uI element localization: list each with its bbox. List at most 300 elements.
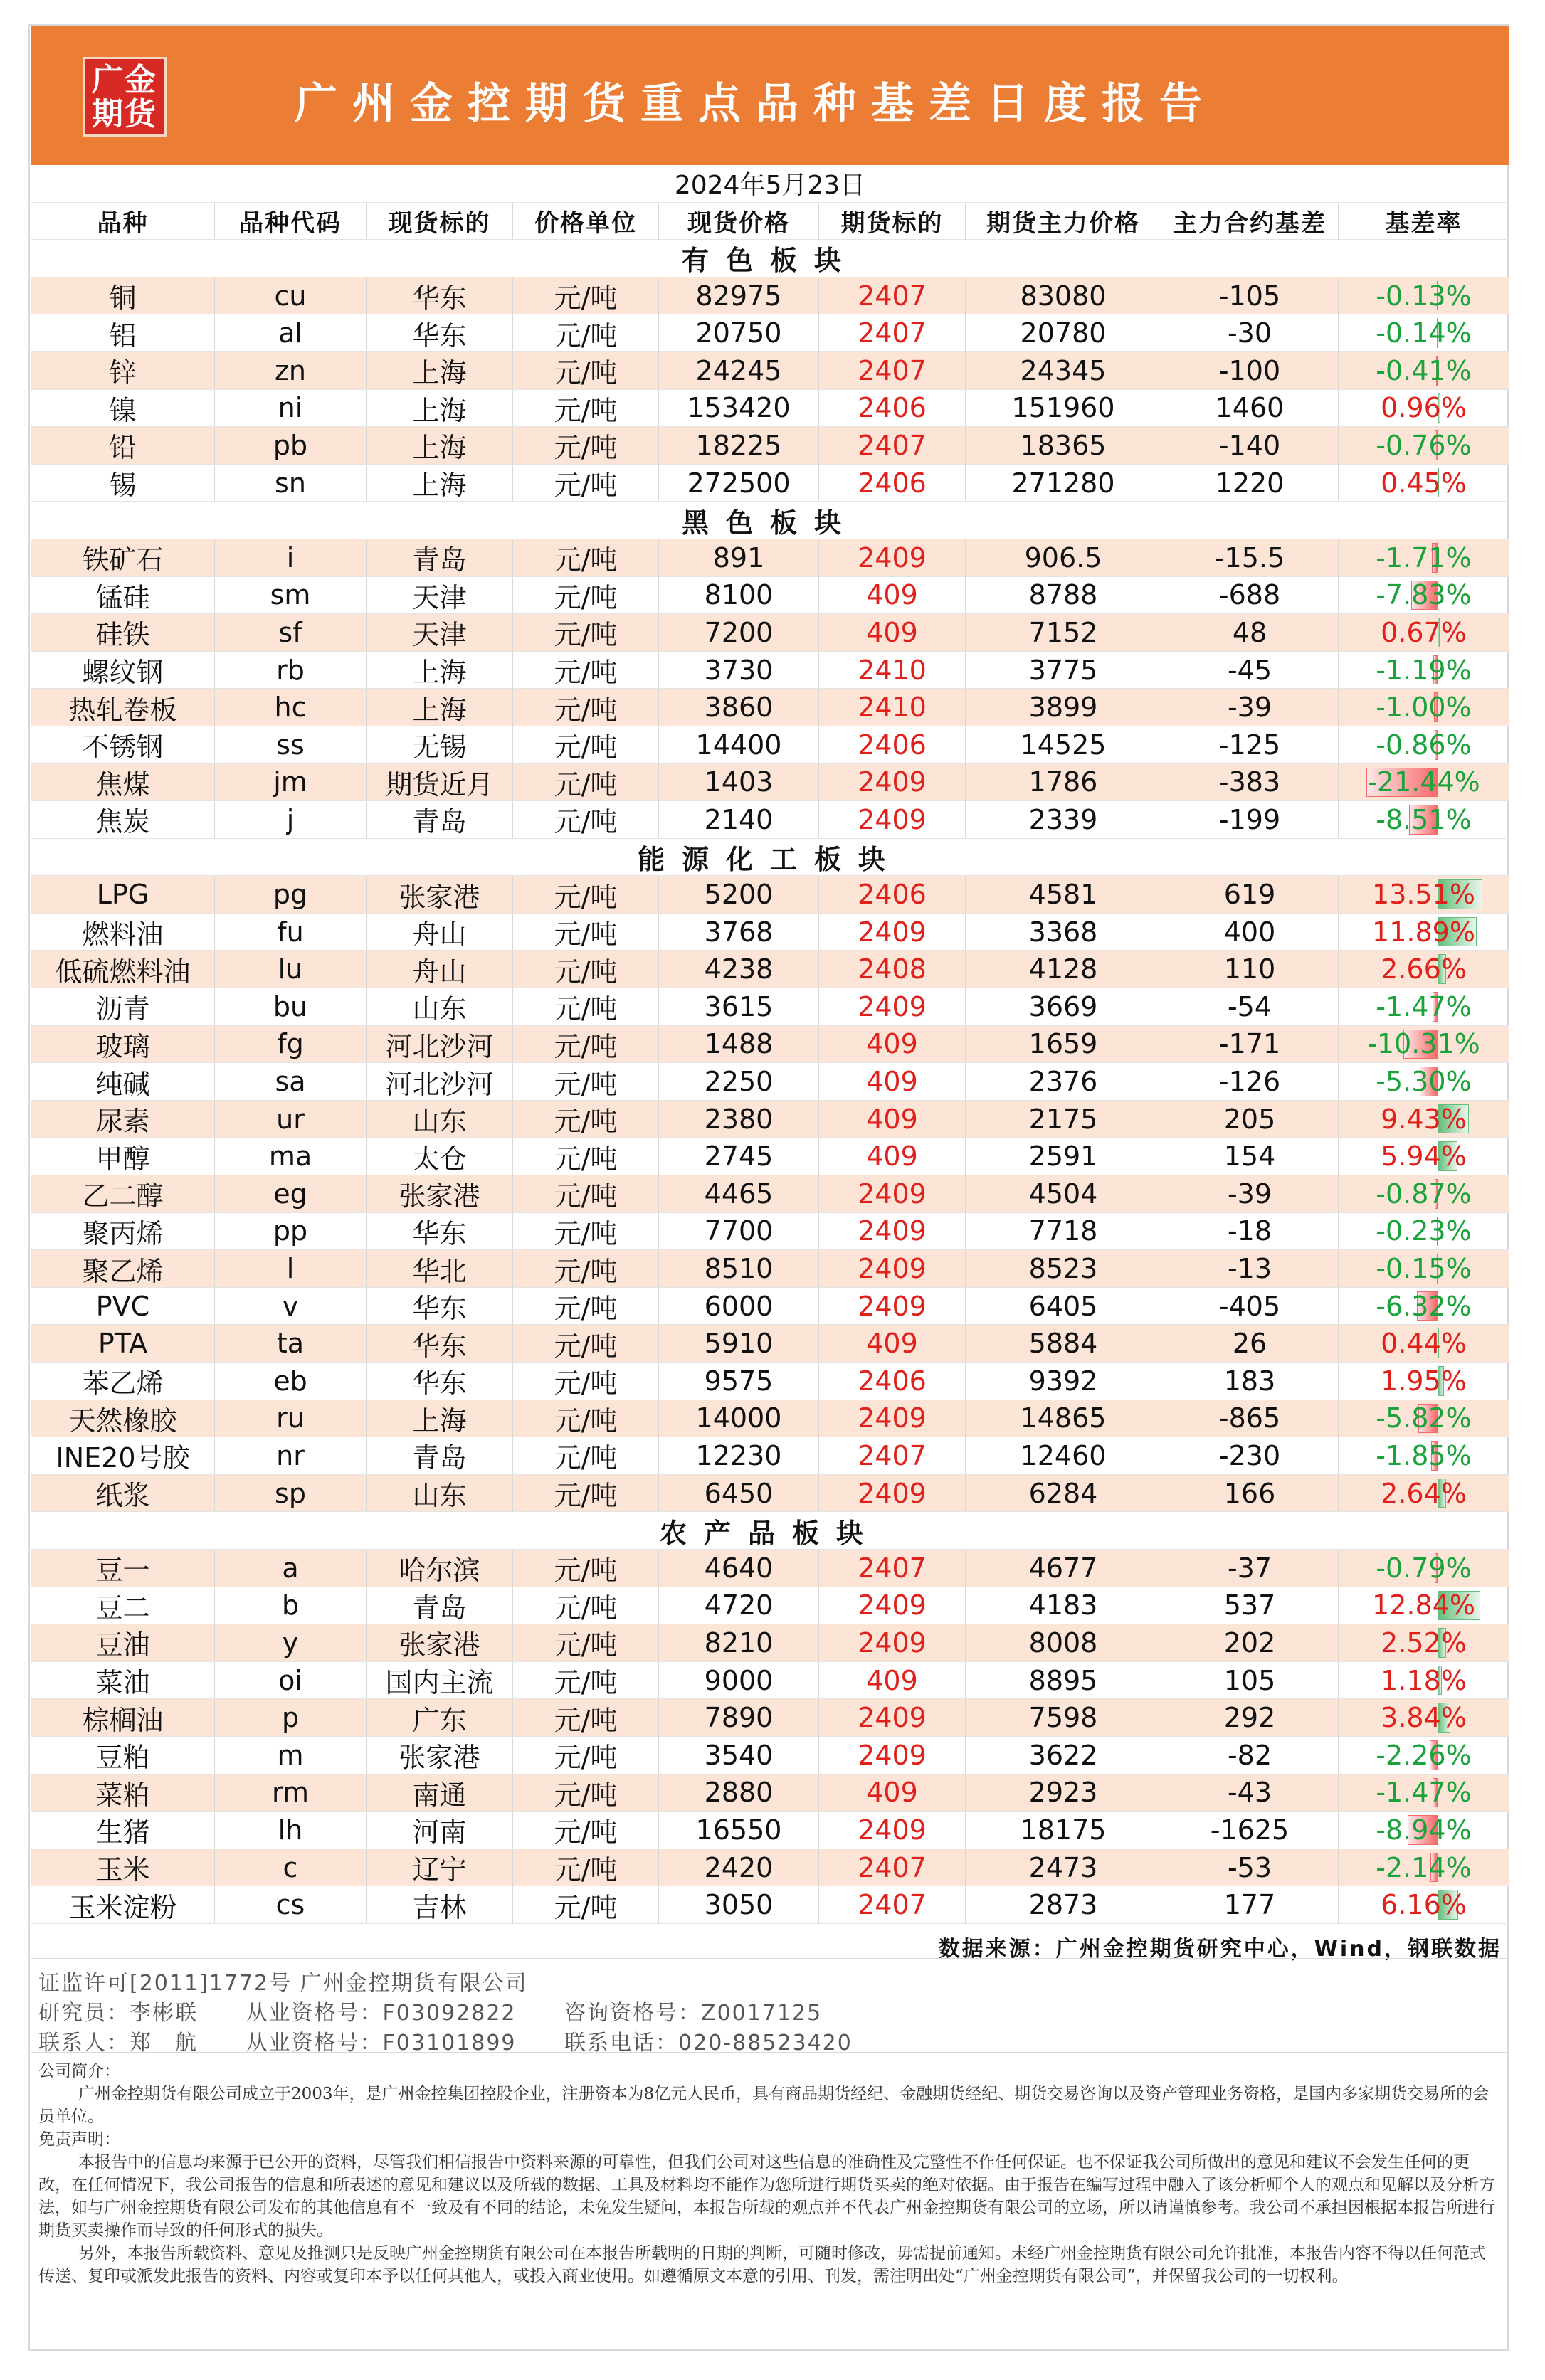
- column-header: 品种: [31, 203, 215, 240]
- cell-unit: 元/吨: [513, 1288, 659, 1325]
- rate-value: 0.67%: [1381, 616, 1467, 648]
- cell-code: oi: [215, 1662, 367, 1699]
- cell-basis: -53: [1161, 1849, 1339, 1886]
- cell-spot: 天津: [367, 614, 513, 651]
- cell-name: 不锈钢: [31, 726, 215, 763]
- table-row: [31, 1587, 1509, 1625]
- cell-contract: 409: [819, 1101, 966, 1138]
- cell-rate: [1339, 764, 1509, 801]
- cell-spot: 张家港: [367, 876, 513, 913]
- cell-name: 聚乙烯: [31, 1250, 215, 1287]
- cell-fut-price: 2591: [966, 1138, 1161, 1175]
- cell-contract: 2409: [819, 539, 966, 576]
- table-row: [31, 1437, 1509, 1475]
- cell-fut-price: 6284: [966, 1475, 1161, 1512]
- cell-unit: 元/吨: [513, 1213, 659, 1250]
- cell-contract: 2406: [819, 465, 966, 502]
- rate-value: -8.51%: [1376, 803, 1472, 835]
- rate-value: 9.43%: [1381, 1103, 1467, 1135]
- rate-value: -0.86%: [1376, 729, 1472, 761]
- cell-basis: -82: [1161, 1737, 1339, 1774]
- cell-basis: -865: [1161, 1400, 1339, 1437]
- cell-rate: [1339, 1699, 1509, 1736]
- cell-name: LPG: [31, 876, 215, 913]
- cell-basis: -105: [1161, 277, 1339, 314]
- cell-spot-price: 2380: [659, 1101, 819, 1138]
- table-row: [31, 876, 1509, 914]
- cell-spot-price: 8100: [659, 577, 819, 614]
- cell-spot-price: 5200: [659, 876, 819, 913]
- cell-basis: 48: [1161, 614, 1339, 651]
- cell-name: 铝: [31, 314, 215, 351]
- table-row: [31, 689, 1509, 726]
- cell-contract: 2408: [819, 951, 966, 988]
- cell-code: sf: [215, 614, 367, 651]
- cell-rate: [1339, 1101, 1509, 1138]
- cell-rate: [1339, 1363, 1509, 1400]
- cell-name: 铅: [31, 427, 215, 464]
- cell-code: ni: [215, 390, 367, 427]
- table-row: [31, 1624, 1509, 1662]
- cell-code: ru: [215, 1400, 367, 1437]
- cell-fut-price: 20780: [966, 314, 1161, 351]
- cell-name: 豆二: [31, 1587, 215, 1624]
- cell-name: 铜: [31, 277, 215, 314]
- cell-contract: 2407: [819, 1550, 966, 1587]
- cell-spot-price: 8510: [659, 1250, 819, 1287]
- cell-basis: 110: [1161, 951, 1339, 988]
- cell-name: 焦煤: [31, 764, 215, 801]
- cell-name: 玉米淀粉: [31, 1886, 215, 1923]
- cell-contract: 2409: [819, 1812, 966, 1849]
- cell-fut-price: 24345: [966, 352, 1161, 389]
- cell-code: y: [215, 1624, 367, 1661]
- cell-rate: [1339, 726, 1509, 763]
- cell-spot-price: 4238: [659, 951, 819, 988]
- table-row: [31, 1400, 1509, 1438]
- cell-spot: 青岛: [367, 1437, 513, 1474]
- cell-name: INE20号胶: [31, 1437, 215, 1474]
- cell-fut-price: 18365: [966, 427, 1161, 464]
- cell-name: 豆一: [31, 1550, 215, 1587]
- cell-contract: 409: [819, 577, 966, 614]
- rate-value: -0.87%: [1376, 1178, 1472, 1210]
- cell-fut-price: 2873: [966, 1886, 1161, 1923]
- cell-code: ma: [215, 1138, 367, 1175]
- cell-spot: 期货近月: [367, 764, 513, 801]
- rate-value: -1.19%: [1376, 654, 1472, 686]
- table-row: [31, 1699, 1509, 1737]
- report-header: [31, 26, 1509, 165]
- rate-value: 2.66%: [1381, 953, 1467, 985]
- cell-unit: 元/吨: [513, 876, 659, 913]
- logo-text-top: 广金: [92, 62, 157, 98]
- cell-unit: 元/吨: [513, 277, 659, 314]
- cell-rate: [1339, 689, 1509, 726]
- cell-spot: 上海: [367, 427, 513, 464]
- rate-value: 6.16%: [1381, 1889, 1467, 1921]
- rate-value: 0.96%: [1381, 392, 1467, 424]
- table-row: [31, 427, 1509, 465]
- cell-basis: -688: [1161, 577, 1339, 614]
- cell-fut-price: 3899: [966, 689, 1161, 726]
- cell-spot: 上海: [367, 652, 513, 689]
- cell-code: sa: [215, 1063, 367, 1100]
- table-row: [31, 914, 1509, 951]
- cell-basis: -199: [1161, 801, 1339, 838]
- cell-code: ur: [215, 1101, 367, 1138]
- rate-value: 2.52%: [1381, 1627, 1467, 1659]
- cell-unit: 元/吨: [513, 1662, 659, 1699]
- cell-contract: 2409: [819, 1699, 966, 1736]
- column-header: 现货价格: [659, 203, 819, 240]
- cell-spot: 华东: [367, 1288, 513, 1325]
- cell-name: 菜油: [31, 1662, 215, 1699]
- researcher-name: 研究员：李彬联: [38, 2001, 198, 2026]
- cell-contract: 409: [819, 614, 966, 651]
- researcher-cert: 从业资格号：F03092822: [246, 2001, 517, 2026]
- cell-unit: 元/吨: [513, 1250, 659, 1287]
- cell-basis: -39: [1161, 1175, 1339, 1212]
- cell-spot: 张家港: [367, 1737, 513, 1774]
- cell-unit: 元/吨: [513, 390, 659, 427]
- cell-name: 锌: [31, 352, 215, 389]
- cell-code: m: [215, 1737, 367, 1774]
- rate-value: 3.84%: [1381, 1702, 1467, 1734]
- cell-spot-price: 9575: [659, 1363, 819, 1400]
- cell-fut-price: 151960: [966, 390, 1161, 427]
- table-row: [31, 577, 1509, 615]
- table-row: [31, 1886, 1509, 1924]
- cell-basis: 400: [1161, 914, 1339, 951]
- section-header: 黑色板块: [31, 502, 1509, 539]
- rate-value: -1.00%: [1376, 692, 1472, 724]
- cell-spot: 河北沙河: [367, 1063, 513, 1100]
- cell-spot: 张家港: [367, 1624, 513, 1661]
- contact-name: 联系人：郑 航: [38, 2031, 198, 2056]
- cell-basis: -171: [1161, 1026, 1339, 1063]
- cell-code: ta: [215, 1325, 367, 1362]
- cell-spot: 张家港: [367, 1175, 513, 1212]
- rate-value: -0.41%: [1376, 354, 1472, 386]
- cell-rate: [1339, 1886, 1509, 1923]
- cell-name: 尿素: [31, 1101, 215, 1138]
- cell-spot: 太仓: [367, 1138, 513, 1175]
- cell-spot: 青岛: [367, 801, 513, 838]
- license-text: 证监许可[2011]1772号 广州金控期货有限公司: [38, 1971, 528, 1996]
- cell-fut-price: 2923: [966, 1775, 1161, 1812]
- cell-unit: 元/吨: [513, 1400, 659, 1437]
- cell-unit: 元/吨: [513, 614, 659, 651]
- table-row: [31, 314, 1509, 352]
- cell-fut-price: 2175: [966, 1101, 1161, 1138]
- cell-code: c: [215, 1849, 367, 1886]
- cell-rate: [1339, 277, 1509, 314]
- logo-text-bottom: 期货: [92, 96, 157, 132]
- cell-code: cu: [215, 277, 367, 314]
- cell-spot-price: 8210: [659, 1624, 819, 1661]
- report-title: 广州金控期货重点品种基差日度报告: [295, 79, 1217, 129]
- cell-rate: [1339, 465, 1509, 502]
- cell-unit: 元/吨: [513, 914, 659, 951]
- cell-fut-price: 4581: [966, 876, 1161, 913]
- rate-value: -21.44%: [1367, 766, 1480, 798]
- cell-spot: 青岛: [367, 539, 513, 576]
- table-row: [31, 1138, 1509, 1175]
- cell-fut-price: 3622: [966, 1737, 1161, 1774]
- rate-value: 5.94%: [1381, 1141, 1467, 1173]
- cell-rate: [1339, 1812, 1509, 1849]
- cell-spot-price: 2420: [659, 1849, 819, 1886]
- cell-spot-price: 2745: [659, 1138, 819, 1175]
- cell-spot: 辽宁: [367, 1849, 513, 1886]
- cell-unit: 元/吨: [513, 1437, 659, 1474]
- cell-contract: 2407: [819, 1849, 966, 1886]
- cell-code: rm: [215, 1775, 367, 1812]
- cell-rate: [1339, 390, 1509, 427]
- cell-fut-price: 8523: [966, 1250, 1161, 1287]
- section-header: 农产品板块: [31, 1512, 1509, 1550]
- cell-basis: 292: [1161, 1699, 1339, 1736]
- rate-value: 0.44%: [1381, 1328, 1467, 1360]
- cell-name: 玻璃: [31, 1026, 215, 1063]
- footer-info: [31, 1958, 1509, 2056]
- cell-code: bu: [215, 988, 367, 1025]
- disclaimer-text-1: 本报告中的信息均来源于已公开的资料，尽管我们相信报告中资料来源的可靠性，但我们公司对这些信息的准确性及完整性不作任何保证。也不保证我公司所做出的意见和建议不会发生任何的更改，在任何情况下，我公司报告的信息和所表述的意见和建议以及所载的数据、工具及材料均不能作为您所进行期货买卖的绝对依据。由于报告在编写过程中融入了该分析师个人的观点和见解以及分析方法，如与广州金控期货有限公司发布的其他信息有不一致及有不同的结论，未免发生疑问，本报告所载的观点并不代表广州金控期货有限公司的立场，所以请谨慎参考。我公司不承担因根据本报告所进行期货买卖操作而导致的任何形式的损失。: [38, 2153, 1495, 2240]
- rate-value: 0.45%: [1381, 467, 1467, 499]
- cell-unit: 元/吨: [513, 1138, 659, 1175]
- table-row: [31, 614, 1509, 652]
- cell-basis: -1625: [1161, 1812, 1339, 1849]
- cell-code: lh: [215, 1812, 367, 1849]
- cell-spot-price: 3050: [659, 1886, 819, 1923]
- cell-spot: 上海: [367, 390, 513, 427]
- cell-unit: 元/吨: [513, 314, 659, 351]
- cell-contract: 2409: [819, 801, 966, 838]
- cell-contract: 2406: [819, 726, 966, 763]
- cell-fut-price: 14865: [966, 1400, 1161, 1437]
- cell-unit: 元/吨: [513, 1624, 659, 1661]
- column-header: 品种代码: [215, 203, 367, 240]
- cell-basis: -45: [1161, 652, 1339, 689]
- table-row: [31, 1063, 1509, 1101]
- table-row: [31, 1737, 1509, 1775]
- cell-rate: [1339, 1437, 1509, 1474]
- cell-unit: 元/吨: [513, 539, 659, 576]
- company-logo: [83, 57, 167, 137]
- cell-basis: -18: [1161, 1213, 1339, 1250]
- intro-text: 广州金控期货有限公司成立于2003年，是广州金控集团控股企业，注册资本为8亿元人民币，具有商品期货经纪、金融期货经纪、期货交易咨询以及资产管理业务资格，是国内多家期货交易所的会员单位。: [38, 2085, 1489, 2126]
- cell-rate: [1339, 801, 1509, 838]
- cell-basis: 26: [1161, 1325, 1339, 1362]
- table-row: [31, 465, 1509, 502]
- cell-rate: [1339, 1175, 1509, 1212]
- cell-name: 铁矿石: [31, 539, 215, 576]
- cell-rate: [1339, 1288, 1509, 1325]
- cell-unit: 元/吨: [513, 1812, 659, 1849]
- cell-fut-price: 7598: [966, 1699, 1161, 1736]
- cell-contract: 2410: [819, 652, 966, 689]
- cell-rate: [1339, 1775, 1509, 1812]
- table-row: [31, 988, 1509, 1026]
- license-line: [38, 1965, 568, 1996]
- cell-rate: [1339, 1250, 1509, 1287]
- cell-code: j: [215, 801, 367, 838]
- table-row: [31, 951, 1509, 988]
- cell-unit: 元/吨: [513, 1063, 659, 1100]
- cell-contract: 2409: [819, 1587, 966, 1624]
- cell-unit: 元/吨: [513, 689, 659, 726]
- cell-code: cs: [215, 1886, 367, 1923]
- researcher-consult-cert: 咨询资格号：Z0017125: [564, 2001, 823, 2026]
- cell-basis: -30: [1161, 314, 1339, 351]
- cell-spot: 华东: [367, 1325, 513, 1362]
- cell-basis: -54: [1161, 988, 1339, 1025]
- cell-code: eb: [215, 1363, 367, 1400]
- cell-contract: 2409: [819, 1624, 966, 1661]
- table-row: [31, 1363, 1509, 1400]
- cell-basis: -125: [1161, 726, 1339, 763]
- cell-unit: 元/吨: [513, 577, 659, 614]
- cell-contract: 409: [819, 1325, 966, 1362]
- cell-contract: 2407: [819, 314, 966, 351]
- table-row: [31, 726, 1509, 764]
- cell-rate: [1339, 876, 1509, 913]
- cell-unit: 元/吨: [513, 1363, 659, 1400]
- cell-spot-price: 16550: [659, 1812, 819, 1849]
- cell-spot-price: 6450: [659, 1475, 819, 1512]
- contact-cert: 从业资格号：F03101899: [246, 2031, 517, 2056]
- cell-rate: [1339, 1400, 1509, 1437]
- cell-code: pb: [215, 427, 367, 464]
- cell-basis: -230: [1161, 1437, 1339, 1474]
- cell-name: 苯乙烯: [31, 1363, 215, 1400]
- cell-unit: 元/吨: [513, 465, 659, 502]
- cell-fut-price: 7152: [966, 614, 1161, 651]
- cell-spot: 河南: [367, 1812, 513, 1849]
- column-header: 期货标的: [819, 203, 966, 240]
- cell-unit: 元/吨: [513, 988, 659, 1025]
- cell-spot: 华东: [367, 314, 513, 351]
- table-row: [31, 390, 1509, 428]
- cell-spot-price: 6000: [659, 1288, 819, 1325]
- cell-spot-price: 12230: [659, 1437, 819, 1474]
- cell-basis: 166: [1161, 1475, 1339, 1512]
- cell-contract: 2407: [819, 427, 966, 464]
- table-row: [31, 1475, 1509, 1513]
- cell-basis: 202: [1161, 1624, 1339, 1661]
- cell-rate: [1339, 1737, 1509, 1774]
- cell-spot: 南通: [367, 1775, 513, 1812]
- column-header: 主力合约基差: [1161, 203, 1339, 240]
- rate-value: -2.26%: [1376, 1739, 1472, 1771]
- cell-rate: [1339, 1662, 1509, 1699]
- cell-spot: 舟山: [367, 914, 513, 951]
- cell-rate: [1339, 914, 1509, 951]
- rate-value: -0.13%: [1376, 280, 1472, 312]
- data-source: 数据来源：广州金控期货研究中心，Wind，钢联数据: [938, 1937, 1502, 1962]
- cell-rate: [1339, 988, 1509, 1025]
- cell-name: 锡: [31, 465, 215, 502]
- cell-spot-price: 153420: [659, 390, 819, 427]
- cell-contract: 2409: [819, 1250, 966, 1287]
- table-row: [31, 1101, 1509, 1138]
- date-text: 2024年5月23日: [674, 171, 866, 201]
- cell-spot: 山东: [367, 1101, 513, 1138]
- cell-spot: 山东: [367, 988, 513, 1025]
- intro-title: 公司简介：: [38, 2062, 120, 2080]
- rate-value: 1.18%: [1381, 1664, 1467, 1696]
- cell-rate: [1339, 314, 1509, 351]
- column-header: 现货标的: [367, 203, 513, 240]
- table-row: [31, 539, 1509, 577]
- cell-fut-price: 2376: [966, 1063, 1161, 1100]
- cell-name: 甲醇: [31, 1138, 215, 1175]
- cell-code: sp: [215, 1475, 367, 1512]
- cell-spot: 河北沙河: [367, 1026, 513, 1063]
- cell-contract: 2409: [819, 988, 966, 1025]
- column-header: 期货主力价格: [966, 203, 1161, 240]
- cell-fut-price: 8008: [966, 1624, 1161, 1661]
- cell-name: 聚丙烯: [31, 1213, 215, 1250]
- cell-contract: 2409: [819, 1288, 966, 1325]
- cell-spot-price: 891: [659, 539, 819, 576]
- cell-basis: -100: [1161, 352, 1339, 389]
- contact-line: [38, 2025, 892, 2056]
- cell-rate: [1339, 1624, 1509, 1661]
- report-date: [31, 165, 1509, 203]
- rate-value: -1.47%: [1376, 1777, 1472, 1809]
- cell-unit: 元/吨: [513, 1775, 659, 1812]
- cell-rate: [1339, 1213, 1509, 1250]
- cell-code: eg: [215, 1175, 367, 1212]
- cell-code: fu: [215, 914, 367, 951]
- rate-value: -0.23%: [1376, 1215, 1472, 1247]
- cell-rate: [1339, 1475, 1509, 1512]
- cell-unit: 元/吨: [513, 652, 659, 689]
- researcher-line: [38, 1995, 862, 2026]
- cell-unit: 元/吨: [513, 1587, 659, 1624]
- cell-fut-price: 1786: [966, 764, 1161, 801]
- cell-basis: -37: [1161, 1550, 1339, 1587]
- cell-spot: 吉林: [367, 1886, 513, 1923]
- cell-basis: -15.5: [1161, 539, 1339, 576]
- cell-name: 锰硅: [31, 577, 215, 614]
- cell-name: 纯碱: [31, 1063, 215, 1100]
- cell-spot: 哈尔滨: [367, 1550, 513, 1587]
- section-header: 有色板块: [31, 240, 1509, 277]
- table-row: [31, 277, 1509, 315]
- cell-spot: 华东: [367, 1213, 513, 1250]
- cell-spot: 山东: [367, 1475, 513, 1512]
- cell-spot: 无锡: [367, 726, 513, 763]
- cell-basis: 1460: [1161, 390, 1339, 427]
- cell-contract: 2409: [819, 1737, 966, 1774]
- cell-contract: 2406: [819, 876, 966, 913]
- cell-fut-price: 7718: [966, 1213, 1161, 1250]
- table-row: [31, 1775, 1509, 1812]
- table-row: [31, 352, 1509, 390]
- cell-fut-price: 2339: [966, 801, 1161, 838]
- cell-rate: [1339, 539, 1509, 576]
- basis-table: [31, 165, 1509, 1924]
- cell-basis: -383: [1161, 764, 1339, 801]
- cell-spot-price: 3768: [659, 914, 819, 951]
- cell-spot-price: 2250: [659, 1063, 819, 1100]
- cell-spot-price: 1488: [659, 1026, 819, 1063]
- rate-value: -0.15%: [1376, 1253, 1472, 1285]
- cell-spot: 上海: [367, 689, 513, 726]
